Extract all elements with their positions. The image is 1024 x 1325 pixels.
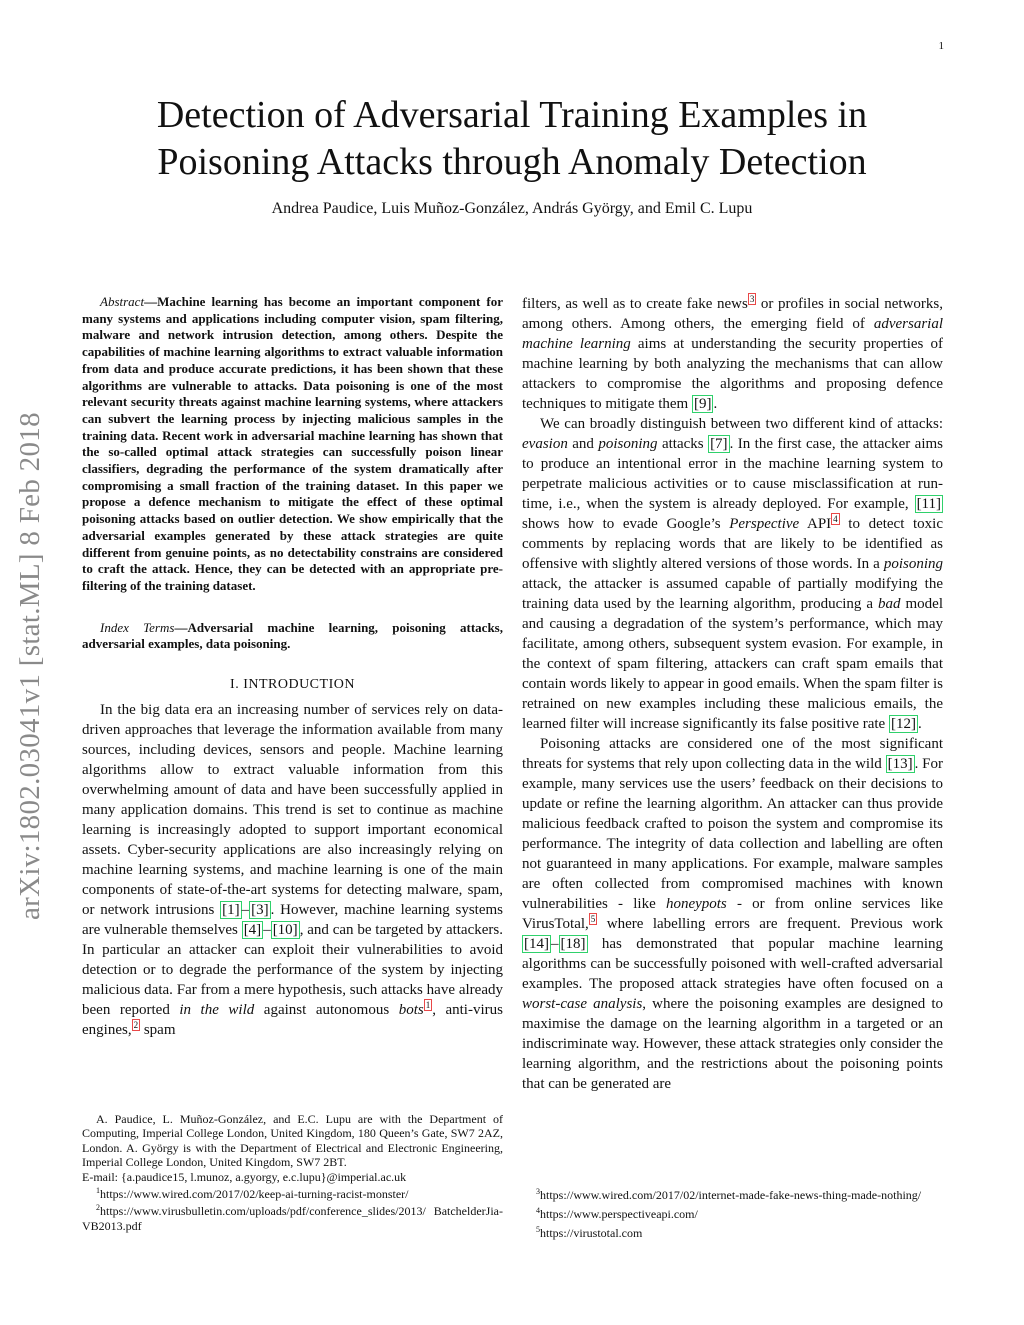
text-run: , and can be targeted by attackers. In particular an attacker can exploit their vulnerabilities to avoid detection or to degrade the performance of the system by injecting malicious data. Far from a mere hypothesis, such attacks have already been reported	[82, 922, 503, 1019]
text-run: shows how to evade Google’s	[522, 516, 730, 532]
citation-link[interactable]: [7]	[710, 436, 728, 452]
abstract-label: Abstract	[100, 294, 145, 309]
affiliation-note: A. Paudice, L. Muñoz-González, and E.C. Lupu are with the Department of Computing, Imperial College London, United Kingdom, 180 Queen’s Gate, SW7 2AZ, London. A. György is with the Department of Electrical and Electronic Engineering, Imperial College London, United Kingdom, SW7 2BT.	[82, 1112, 503, 1170]
text-run: and	[567, 436, 599, 452]
text-run-italic: honeypots	[665, 896, 727, 912]
right-footnotes	[522, 1184, 943, 1241]
intro-paragraph-1	[82, 700, 503, 1040]
citation-link[interactable]: [13]	[887, 756, 913, 772]
text-run: .	[713, 396, 718, 412]
text-run: . However, machine learning systems are vulnerable themselves	[82, 902, 503, 939]
text-run-italic: poisoning	[883, 556, 943, 572]
citation-link[interactable]: [4]	[243, 922, 262, 939]
abstract-text: Machine learning has become an important component for many systems and applications including computer vision, spam filtering, malware and network intrusion detection, among others. Despite the capabilities of machine learning algorithms to extract valuable information from data and produce accurate predictions, it has been shown that these algorithms are vulnerable to attacks. Data poisoning is one of the most relevant security threats against machine learning systems, where attackers can subvert the learning process by injecting malicious samples in the training data. Recent work in adversarial machine learning has shown that the so-called optimal attack strategies can successfully poison linear classifiers, degrading the performance of the system dramatically after compromising a small fraction of the training dataset. In this paper we propose a defence mechanism to mitigate the effect of these optimal poisoning attacks based on outlier detection. We show empirically that the adversarial examples generated by these attack strategies are quite different from genuine points, as no detectability constrains are considered to craft the attack. Hence, they can be detected with an appropriate pre-filtering of the training dataset.	[82, 294, 503, 593]
title-line-1: Detection of Adversarial Training Examples in	[156, 94, 868, 136]
footnote-5	[522, 1222, 943, 1241]
intro-paragraph-3	[522, 734, 943, 1094]
index-terms-label: Index Terms	[100, 619, 175, 635]
text-run: spam	[140, 1022, 176, 1039]
text-run-italic: Perspective	[729, 516, 800, 532]
text-run: , anti-virus engines,	[82, 1002, 503, 1039]
intro-paragraph-2	[522, 414, 943, 734]
text-run: has demonstrated that popular machine learning algorithms can be successfully poisoned with well-crafted adversarial examples. The proposed attack strategies have often focused on a	[522, 936, 943, 992]
footnote-number: 1	[96, 1186, 100, 1196]
footnote-text[interactable]: https://www.perspectiveapi.com/	[540, 1207, 698, 1221]
right-column	[522, 294, 944, 1240]
text-run: model and causing a degradation of the system’s performance, which may facilitate, among others, subsequent system evasion. For example, in the context of spam filtering, attackers can craft spam emails that contain words likely to appear in good emails. When the spam filter is retrained on new examples including these malicious emails, the learned filter will increase significantly its false positive rate	[522, 596, 943, 732]
citation-link[interactable]: [10]	[272, 922, 298, 939]
text-run: .	[917, 716, 922, 732]
text-run: We can broadly distinguish between two different kind of attacks:	[540, 416, 943, 432]
footnote-number: 2	[96, 1203, 100, 1213]
text-run: , where the poisoning examples are designed to maximise the damage on the learning algorithm in a targeted or an indiscriminate way. However, these attack strategies only consider the learning algorithm, and the restrictions about the poisoning points that can be generated are	[522, 996, 943, 1092]
text-run: . For example, many services use the users’ feedback on their decisions to update or refine the learning algorithm. An attacker can thus provide malicious feedback crafted to poison the system and compromise its performance. The integrity of data collection and labelling are often not guaranteed in many applications. For example, malware samples are often collected from compromised machines with known vulnerabilities - like	[522, 756, 944, 912]
text-run: Poisoning attacks are considered one of the most significant threats for systems that rely upon collecting data in the wild	[522, 736, 943, 772]
text-run: filters, as well as to create fake news	[522, 296, 748, 312]
footnote-marker[interactable]: 3	[749, 294, 755, 304]
footnote-number: 3	[536, 1187, 540, 1196]
footnote-marker[interactable]: 5	[590, 914, 596, 924]
footnote-2	[82, 1201, 503, 1233]
text-run: aims at understanding the security properties of machine learning by both analyzing the mechanisms that can allow attackers to compromise the algorithms and proposing defence techniques to mitigate them	[522, 336, 943, 412]
citation-link[interactable]: [9]	[693, 396, 712, 412]
intro-paragraph-1-continued	[522, 294, 943, 414]
text-run: . In the first case, the attacker aims to produce an intentional error in the machine learning system to perpetrate malicious activities or to cause misclassification at run-time, i.e., when the system is already deployed. For example,	[522, 436, 943, 512]
text-run-italic: bots	[398, 1002, 424, 1019]
paper-title	[0, 92, 1024, 186]
text-run: attack, the attacker is assumed capable of partially modifying the training data used by the learning algorithm, producing a	[522, 576, 943, 612]
footnote-text[interactable]: https://www.wired.com/2017/02/keep-ai-turning-racist-monster/	[100, 1187, 409, 1202]
footnote-1	[82, 1184, 503, 1201]
text-run: In the big data era an increasing number of services rely on data-driven approaches that leverage the information available from many sources, including devices, sensors and people. Machine learning algorithms allow to extract valuable information from this overwhelming amount of data and have been successfully applied in many application domains. This trend is set to continue as machine learning is increasingly adopted to support important economical assets. Cyber-security applications are also increasingly relying on machine learning systems, and machine learning is one of the main components of state-of-the-art systems for detecting malware, spam, or network intrusions	[82, 702, 503, 919]
footnote-4	[522, 1203, 943, 1222]
left-footnotes	[82, 1112, 503, 1233]
text-run-italic: poisoning	[598, 436, 658, 452]
citation-link[interactable]: [14]	[524, 936, 549, 952]
text-run: –	[263, 922, 271, 939]
citation-link[interactable]: [18]	[560, 936, 586, 952]
page-number: 1	[938, 40, 944, 52]
author-list: Andrea Paudice, Luis Muñoz-González, András György, and Emil C. Lupu	[271, 200, 753, 217]
index-terms-text: Adversarial machine learning, poisoning attacks, adversarial examples, data poisoning.	[82, 619, 503, 652]
text-run: - or from online services like VirusTotal,	[522, 896, 943, 932]
footnote-number: 5	[536, 1225, 540, 1234]
text-run: –	[551, 936, 559, 952]
footnote-text[interactable]: https://www.wired.com/2017/02/internet-made-fake-news-thing-made-nothing/	[540, 1188, 922, 1202]
text-run: where labelling errors are frequent. Previous work	[597, 916, 943, 932]
footnote-marker[interactable]: 4	[833, 514, 838, 524]
abstract-dash: —	[144, 294, 158, 309]
text-run: or profiles in social networks, among others. Among others, the emerging field of	[522, 296, 943, 332]
text-run-italic: in the wild	[179, 1002, 255, 1019]
citation-link[interactable]: [12]	[890, 716, 916, 732]
citation-link[interactable]: [3]	[251, 902, 269, 919]
citation-link[interactable]: [1]	[222, 902, 240, 919]
left-column	[82, 294, 503, 1233]
text-run-italic: worst-case analysis	[522, 996, 643, 1012]
citation-link[interactable]: [11]	[916, 496, 941, 512]
email-note: E-mail: {a.paudice15, l.munoz, a.gyorgy, e.c.lupu}@imperial.ac.uk	[82, 1169, 407, 1184]
arxiv-identifier[interactable]: arXiv:1802.03041v1 [stat.ML] 8 Feb 2018	[14, 412, 46, 920]
text-run-italic: evasion	[522, 436, 568, 452]
footnote-text[interactable]: https://www.virusbulletin.com/uploads/pdf/conference_slides/2013/ BatchelderJia-VB2013.pdf	[82, 1204, 503, 1233]
text-run: –	[241, 902, 250, 919]
text-run: against autonomous	[254, 1002, 399, 1019]
text-run: to detect toxic comments by replacing words that are likely to be identified as offensive with slightly altered versions of those words. In a	[522, 516, 943, 572]
text-run-italic: adversarial machine learning	[522, 316, 943, 352]
abstract	[82, 294, 503, 595]
footnote-3	[522, 1184, 943, 1203]
text-run: API	[799, 516, 832, 532]
section-heading-introduction: I. INTRODUCTION	[230, 677, 355, 693]
footnote-marker[interactable]: 2	[133, 1020, 139, 1031]
footnote-marker[interactable]: 1	[425, 1000, 431, 1011]
text-run: attacks	[657, 436, 709, 452]
index-terms	[82, 620, 503, 653]
title-line-2: Poisoning Attacks through Anomaly Detection	[157, 141, 867, 183]
footnote-text[interactable]: https://virustotal.com	[540, 1226, 643, 1240]
index-terms-dash: —	[174, 619, 188, 635]
footnote-number: 4	[536, 1206, 540, 1215]
text-run-italic: bad	[878, 596, 901, 612]
